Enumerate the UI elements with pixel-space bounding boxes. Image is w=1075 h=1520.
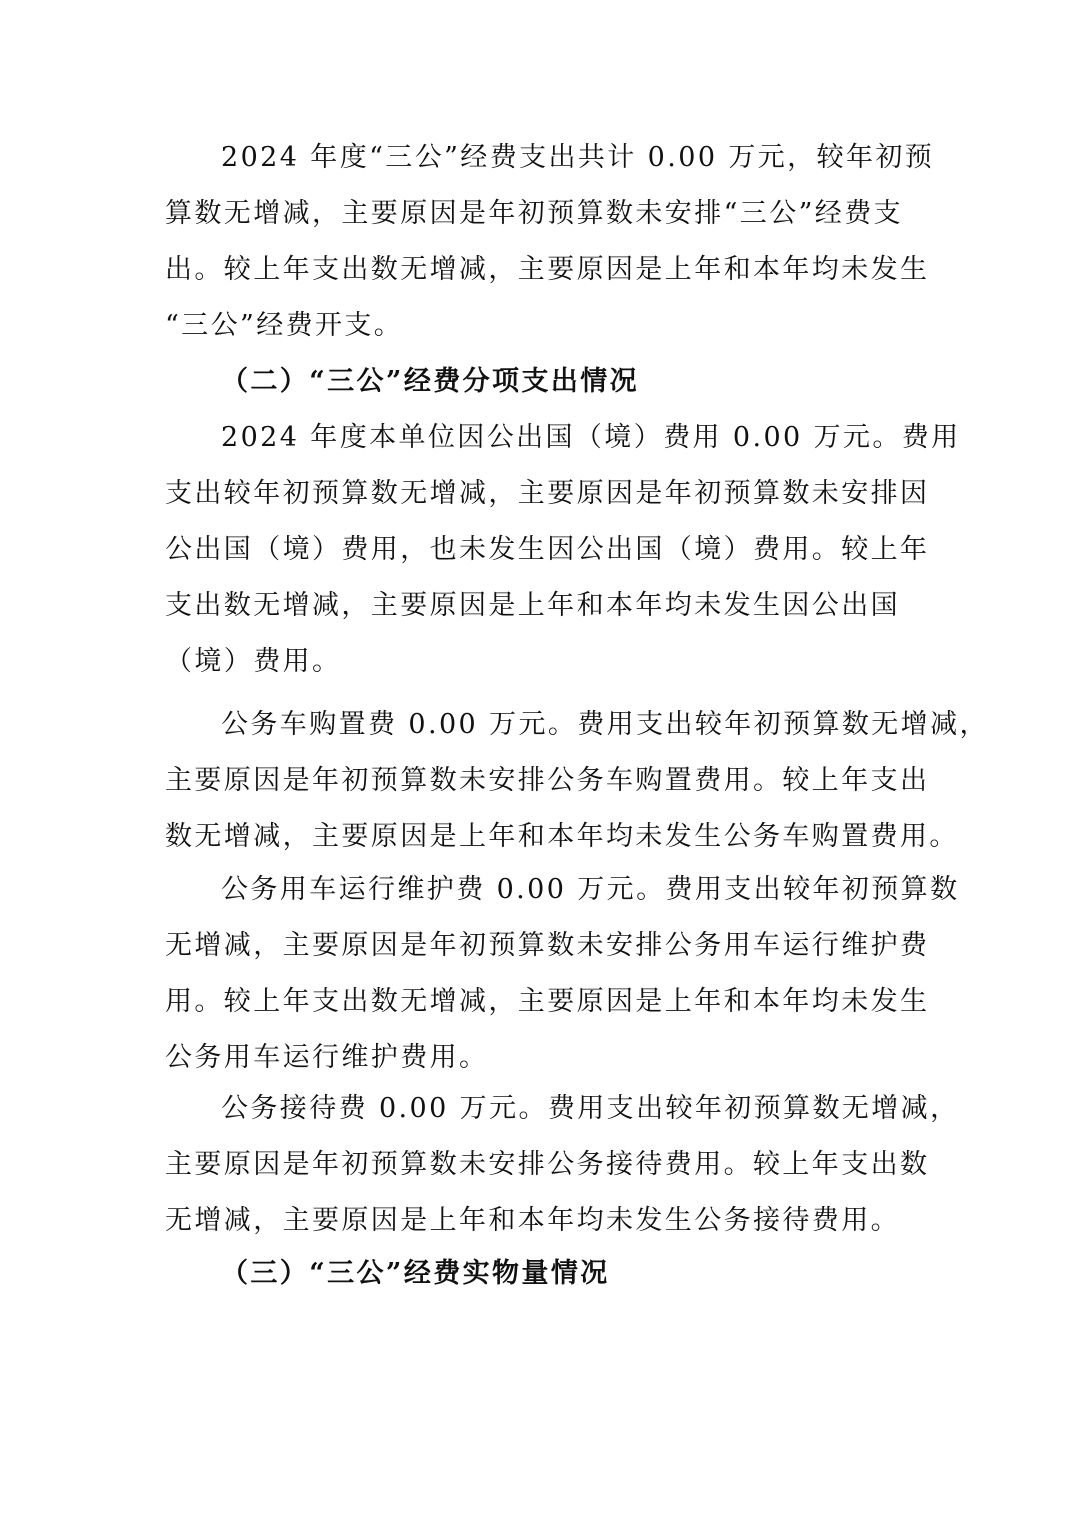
- paragraph-line: 主要原因是年初预算数未安排公务接待费用。较上年支出数: [165, 1149, 930, 1180]
- paragraph-line: 主要原因是年初预算数未安排公务车购置费用。较上年支出: [165, 765, 930, 796]
- paragraph-line: 公务用车运行维护费 0.00 万元。费用支出较年初预算数: [221, 874, 960, 905]
- paragraph-line: 出。较上年支出数无增减，主要原因是上年和本年均未发生: [165, 254, 930, 285]
- paragraph-line: 公务用车运行维护费用。: [165, 1042, 489, 1073]
- paragraph-line: 公务车购置费 0.00 万元。费用支出较年初预算数无增减，: [221, 709, 989, 740]
- paragraph-line: 算数无增减，主要原因是年初预算数未安排“三公”经费支: [165, 198, 904, 229]
- paragraph-line: （境）费用。: [165, 646, 342, 677]
- paragraph-line: 2024 年度本单位因公出国（境）费用 0.00 万元。费用: [221, 422, 961, 453]
- paragraph-line: 公出国（境）费用，也未发生因公出国（境）费用。较上年: [165, 534, 930, 565]
- paragraph-line: 公务接待费 0.00 万元。费用支出较年初预算数无增减，: [221, 1093, 960, 1124]
- section-heading: （二）“三公”经费分项支出情况: [221, 366, 640, 397]
- section-heading: （三）“三公”经费实物量情况: [221, 1258, 610, 1289]
- paragraph-line: 无增减，主要原因是年初预算数未安排公务用车运行维护费: [165, 930, 930, 961]
- paragraph-line: 支出较年初预算数无增减，主要原因是年初预算数未安排因: [165, 478, 930, 509]
- paragraph-line: 支出数无增减，主要原因是上年和本年均未发生因公出国: [165, 590, 900, 621]
- paragraph-line: 2024 年度“三公”经费支出共计 0.00 万元，较年初预: [221, 142, 935, 173]
- paragraph-line: “三公”经费开支。: [165, 310, 404, 341]
- paragraph-line: 数无增减，主要原因是上年和本年均未发生公务车购置费用。: [165, 821, 959, 852]
- paragraph-line: 无增减，主要原因是上年和本年均未发生公务接待费用。: [165, 1205, 900, 1236]
- paragraph-line: 用。较上年支出数无增减，主要原因是上年和本年均未发生: [165, 986, 930, 1017]
